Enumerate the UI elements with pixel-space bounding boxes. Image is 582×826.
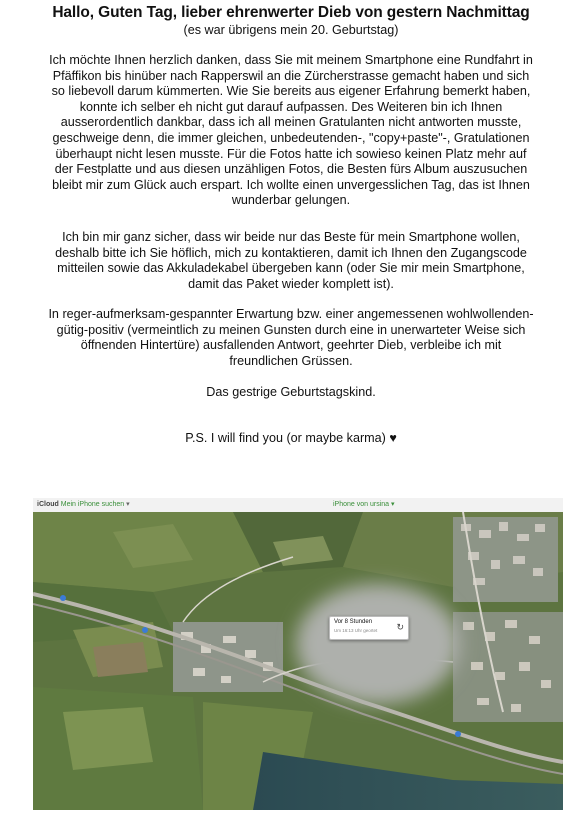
text-line: konnte ich selber eh nicht gut darauf aufpassen. Des Weiteren bin ich Ihnen	[79, 99, 503, 114]
text-line: öffnenden Hintertüre) ausfallenden Antwort, geehrter Dieb, verbleibe ich mit	[80, 338, 502, 353]
text-line: der Festplatte und aus diesen unzähligen Fotos, die Besten fürs Album auszusuchen	[54, 162, 528, 177]
field	[93, 642, 148, 677]
paragraph-thanks	[0, 53, 582, 209]
text-line: Ich möchte Ihnen herzlich danken, dass Sie mit meinem Smartphone eine Rundfahrt in	[49, 53, 533, 67]
text-line: geschweige denn, die immer gleichen, unbedeutenden-, "copy+paste"-, Gratulationen	[52, 130, 530, 145]
text-line: damit das Paket wieder komplett ist).	[188, 276, 394, 291]
location-callout[interactable]	[329, 616, 409, 640]
refresh-icon[interactable]: ↻	[396, 622, 404, 632]
map-screenshot	[33, 498, 563, 810]
text-line: Pfäffikon bis hinüber nach Rapperswil an die Zürcherstrasse gemacht haben und sich	[52, 68, 530, 83]
text-line: deshalb bitte ich Sie höflich, mich zu kontaktieren, damit ich Ihnen den Zugangscode	[55, 245, 527, 260]
text-line: wunderbar gelungen.	[231, 193, 351, 208]
road-marker	[60, 595, 66, 601]
text-line: freundlichen Grüssen.	[229, 353, 353, 368]
text-line: ausserordentlich dankbar, dass ich all meinen Gratulanten nicht antworten musste,	[60, 115, 522, 130]
satellite-map[interactable]	[33, 512, 563, 810]
text-line: überhaupt nicht lesen musste. Für die Fotos hatte ich sowieso keinen Platz mehr auf	[55, 146, 527, 161]
map-toolbar-app[interactable]	[37, 498, 130, 512]
text-line: gütig-positiv (vermeintlich zu meinen Gunsten durch eine in unerwarteter Weise sich	[56, 322, 526, 337]
text-line: bleibt mir zum Glück auch erspart. Ich wollte einen unvergesslichen Tag, das ist Ihnen	[52, 177, 530, 192]
letter-subtitle: (es war übrigens mein 20. Geburtstag)	[183, 23, 399, 37]
device-name: iPhone von ursina	[333, 501, 390, 508]
paragraph-request	[0, 230, 582, 292]
callout-subtitle: Um 16:13 Uhr geortet	[334, 628, 378, 633]
signature-text: Das gestrige Geburtstagskind.	[206, 385, 376, 399]
chevron-down-icon: ▾	[126, 501, 130, 508]
road-marker	[455, 731, 461, 737]
road-marker	[142, 627, 148, 633]
find-my-iphone-label: Mein iPhone suchen	[60, 501, 125, 508]
map-toolbar	[33, 498, 563, 513]
text-line: so liebevoll darum kümmerten. Wie Sie bereits aus eigener Erfahrung bemerkt haben,	[51, 84, 531, 99]
paragraph-closing	[0, 307, 582, 369]
chevron-down-icon: ▾	[391, 501, 395, 508]
signature	[0, 385, 582, 401]
letter-title: Hallo, Guten Tag, lieber ehrenwerter Dieb von gestern Nachmittag	[52, 4, 530, 21]
postscript	[0, 431, 582, 447]
text-line: In reger-aufmerksam-gespannter Erwartung bzw. einer angemessenen wohlwollenden-	[48, 307, 534, 321]
postscript-text: P.S. I will find you (or maybe karma) ♥	[185, 431, 397, 445]
icloud-brand: iCloud	[37, 501, 59, 508]
blurred-area	[296, 584, 460, 704]
field	[63, 707, 153, 770]
text-line: mitteilen sowie das Akkuladekabel übergeben kann (oder Sie mir mein Smartphone,	[57, 261, 525, 276]
callout-title: Vor 8 Stunden	[334, 619, 373, 625]
text-line: Ich bin mir ganz sicher, dass wir beide nur das Beste für mein Smartphone wollen,	[62, 230, 520, 244]
device-selector[interactable]	[333, 498, 395, 512]
